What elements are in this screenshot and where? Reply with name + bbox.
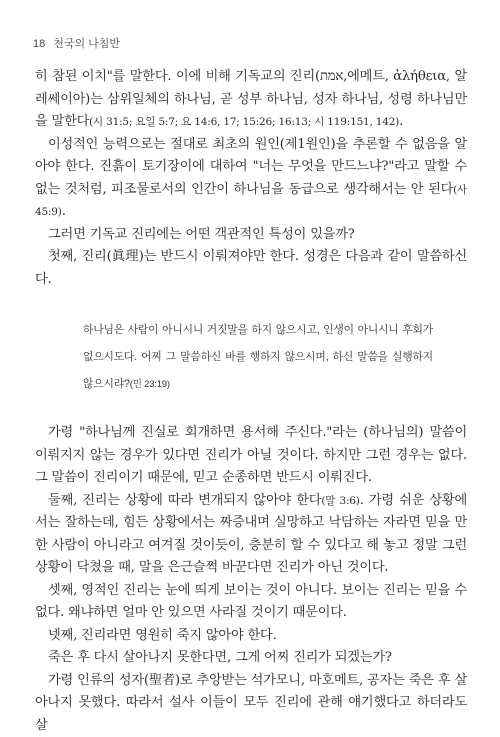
paragraph-text: 둘째, 진리는 상황에 따라 변개되지 않아야 한다 <box>48 493 321 508</box>
scripture-citation: (시 31:5; 요일 5:7; 요 14:6, 17; 15:26; 16:13; 시 119:151, 142) <box>89 116 399 128</box>
body-text <box>35 66 467 737</box>
paragraph <box>35 625 467 648</box>
paragraph <box>35 422 467 490</box>
paragraph <box>35 647 467 670</box>
quote-text: 하나님은 사람이 아니시니 거짓말을 하지 않으시고, 인생이 아니시니 후회가 없으시도다. 어찌 그 말씀하신 바를 행하지 않으시며, 하신 말씀을 실행하지 않으시랴? <box>83 324 433 390</box>
scripture-citation: (말 3:6) <box>321 495 359 507</box>
paragraph <box>35 66 467 134</box>
paragraph-text: 이성적인 능력으로는 절대로 최초의 원인(제1원인)을 추론할 수 없음을 알아야 한다. 진흙이 토기장이에 대하여 "너는 무엇을 만드느냐?"라고 말할 수 없는 것처럼, 피조물로서의 인간이 하나님을 동급으로 생각해서는 안 된다 <box>35 137 467 197</box>
paragraph-text: 죽은 후 다시 살아나지 못한다면, 그게 어찌 진리가 되겠는가? <box>48 650 392 665</box>
paragraph <box>35 246 467 291</box>
paragraph-text: 넷째, 진리라면 영원히 죽지 않아야 한다. <box>48 628 277 643</box>
paragraph <box>35 580 467 625</box>
paragraph-text-tail: . <box>62 204 66 219</box>
paragraph <box>35 490 467 580</box>
scripture-quote <box>35 317 467 398</box>
paragraph-text: 가령 "하나님께 진실로 회개하면 용서해 주신다."라는 (하나님의) 말씀이 이뤄지지 않는 경우가 있다면 진리가 아닐 것이다. 하지만 그런 경우는 없다. 그 말씀이 진리이기 때문에, 믿고 순종하면 반드시 이뤄진다. <box>35 425 467 485</box>
paragraph-text: 가령 인류의 성자(聖者)로 추앙받는 석가모니, 마호메트, 공자는 죽은 후 살아나지 못했다. 따라서 설사 이들이 모두 진리에 관해 얘기했다고 하더라도 살 <box>35 673 467 733</box>
paragraph-text-tail: . <box>399 114 403 129</box>
running-title: 천국의 나침반 <box>53 38 120 50</box>
paragraph-text: 히 참된 이치"를 말한다. 이에 비해 기독교의 진리(אמת,에메트, ἀλήθεια, 알레쎄이아)는 삼위일체의 하나님, 곧 성부 하나님, 성자 하나님, 성령 하나님만을 말한다 <box>35 69 467 129</box>
paragraph-text: 셋째, 영적인 진리는 눈에 띄게 보이는 것이 아니다. 보이는 진리는 믿을 수 없다. 왜냐하면 얼마 안 있으면 사라질 것이기 때문이다. <box>35 583 467 621</box>
paragraph-text: 그러면 기독교 진리에는 어떤 객관적인 특성이 있을까? <box>48 227 355 242</box>
paragraph <box>35 224 467 247</box>
scripture-citation: (사 45:9) <box>35 184 467 219</box>
quote-citation: (민 23:19) <box>130 379 170 390</box>
paragraph <box>35 670 467 737</box>
running-header <box>33 35 120 51</box>
paragraph-text-tail: . 가령 쉬운 상황에서는 잘하는데, 힘든 상황에서는 짜증내며 실망하고 낙담하는 자라면 믿을 만한 사람이 아니라고 여겨질 것이듯이, 충분히 할 수 있다고 해 놓고 정말 그런 상황이 닥쳤을 때, 말을 은근슬쩍 바꾼다면 진리가 아닌 것이다. <box>35 493 467 576</box>
paragraph-text: 첫째, 진리(眞理)는 반드시 이뤄져야만 한다. 성경은 다음과 같이 말씀하신다. <box>35 249 467 287</box>
page-number: 18 <box>33 38 45 50</box>
paragraph <box>35 134 467 224</box>
